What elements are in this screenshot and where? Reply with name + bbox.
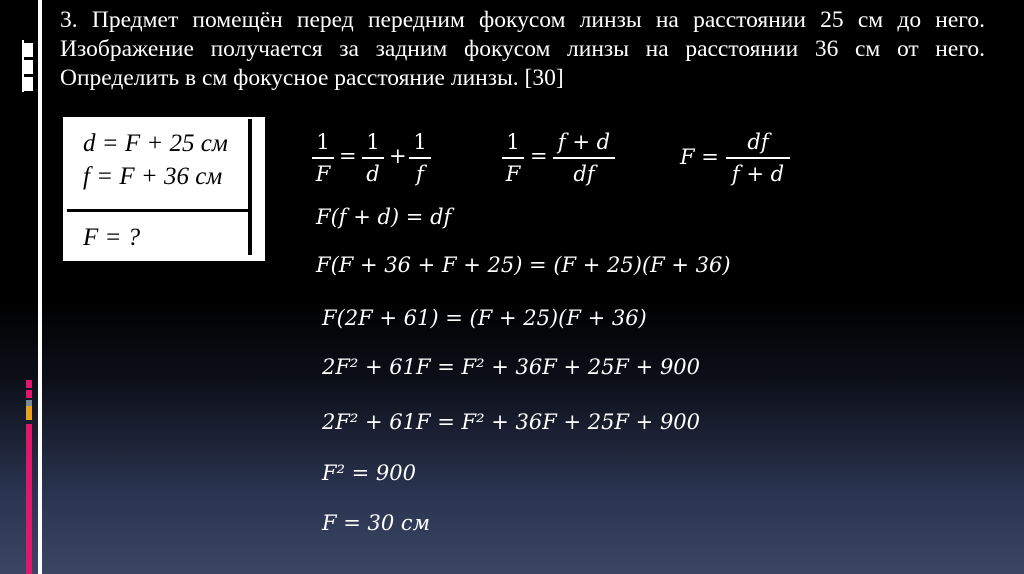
fraction-1-over-F-2: 1 F — [502, 130, 524, 186]
slide-left-border — [38, 0, 42, 574]
fraction-df-over-fd: df f + d — [726, 130, 790, 186]
fraction-1-over-f: 1 f — [409, 130, 431, 186]
step-1: F(f + d) = df — [316, 205, 452, 229]
fraction-1-over-F: 1 F — [312, 130, 334, 186]
step-4: 2F² + 61F = F² + 36F + 25F + 900 — [322, 355, 701, 379]
given-vertical-rule — [248, 119, 252, 255]
left-decoration — [0, 0, 38, 574]
step-7-answer: F = 30 см — [322, 511, 431, 535]
fraction-fd-over-df: f + d df — [553, 130, 615, 186]
given-divider — [67, 209, 252, 212]
step-3: F(2F + 61) = (F + 25)(F + 36) — [322, 306, 647, 330]
given-box — [63, 117, 265, 261]
problem-statement: 3. Предмет помещён перед передним фокусом линзы на расстоянии 25 см до него. Изображение получается за задним фокусом линзы на расстоянии 36 см от него. Определить в см фокусное расстояние линзы. [30] — [60, 7, 985, 91]
given-line-unknown: F = ? — [83, 224, 141, 251]
step-5: 2F² + 61F = F² + 36F + 25F + 900 — [322, 410, 701, 434]
fraction-1-over-d: 1 d — [362, 130, 384, 186]
given-line-f: f = F + 36 см — [83, 163, 223, 190]
step-6: F² = 900 — [322, 461, 417, 485]
given-line-d: d = F + 25 см — [83, 130, 228, 157]
step-2: F(F + 36 + F + 25) = (F + 25)(F + 36) — [316, 253, 731, 277]
slide: 3. Предмет помещён перед передним фокусом линзы на расстоянии 25 см до него. Изображение получается за задним фокусом линзы на расстоянии 36 см от него. Определить в см фокусное расстояние линзы. [30] d = F + 25 см f = F + 36 см F = ? 1 F = 1 d + 1 f 1 F = f + d df F = df f + d F(f + d) = df F(F + 36 + F + 25) = (F + 25)(F + 36) F(2F + 61) = (F + 25)(F + 36) 2F² + 61F = F² + 36F + 25F + 900 2F² + 61F = F² + 36F + 25F + 900 F² = 900 F = 30 см — [0, 0, 1024, 574]
